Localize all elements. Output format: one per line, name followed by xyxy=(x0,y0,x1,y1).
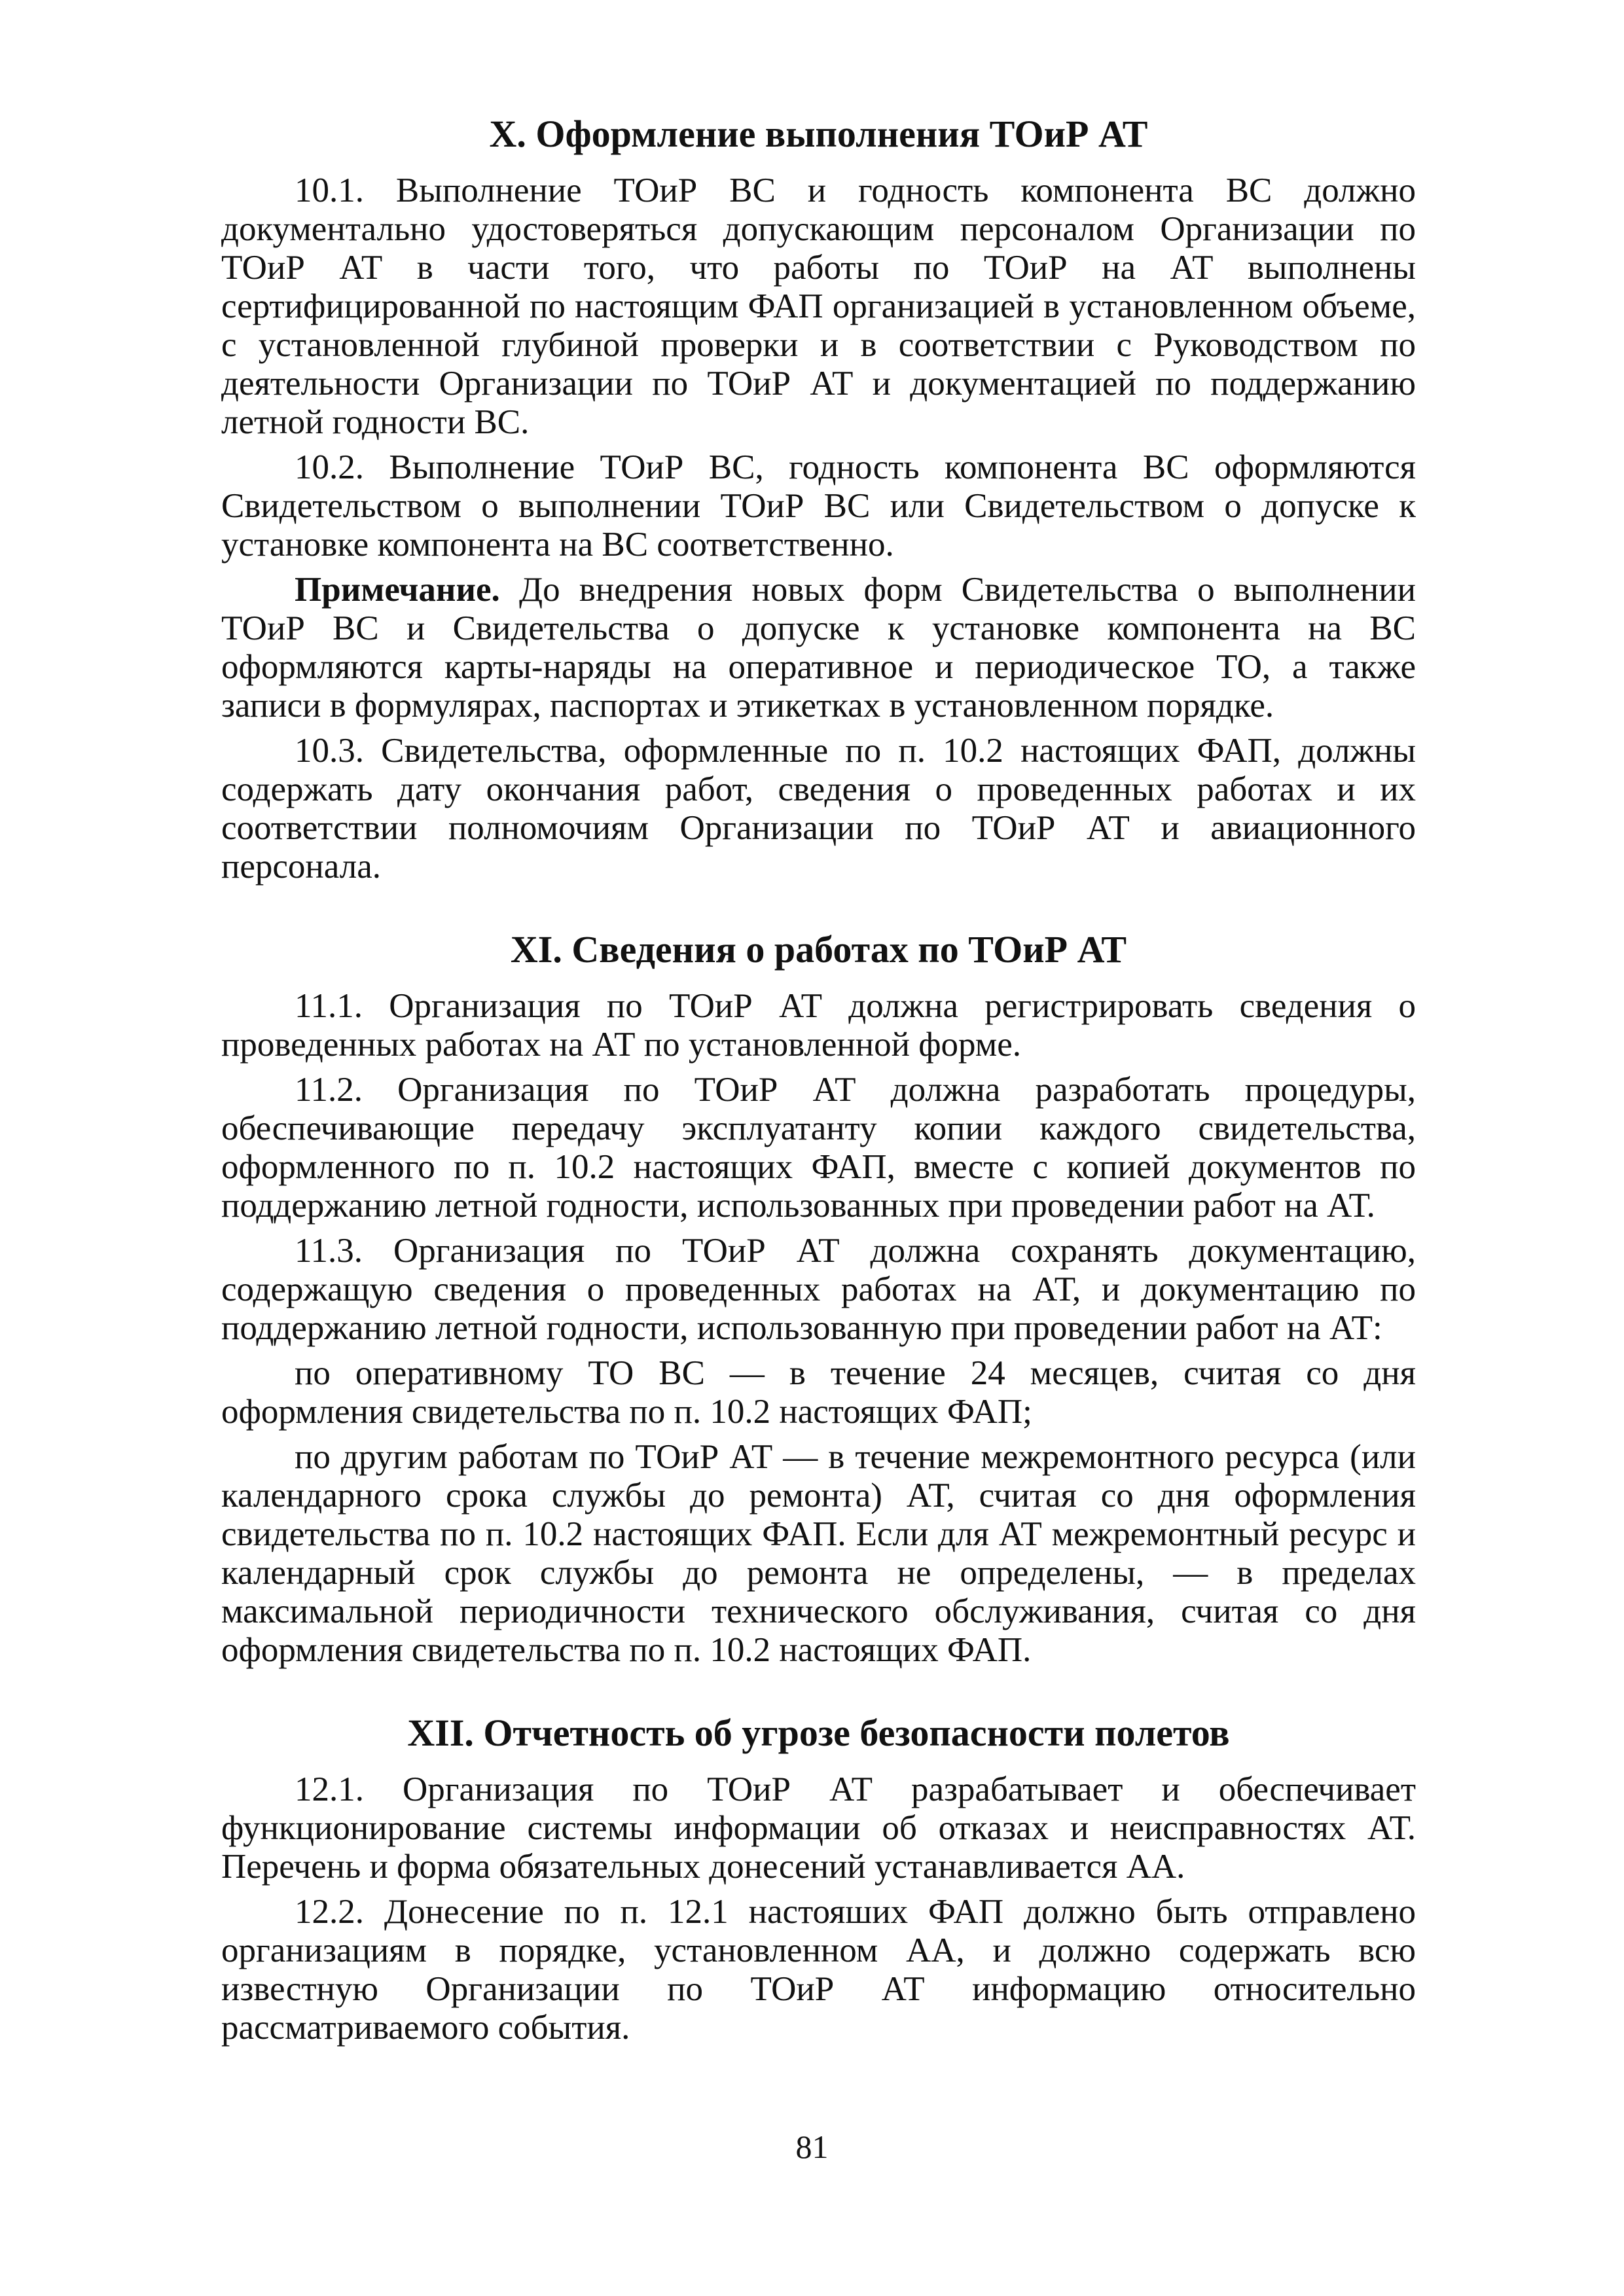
section-title: X. Оформление выполнения ТОиР АТ xyxy=(489,113,1148,155)
note-text: До внедрения новых форм Свидетельства о выполнении ТОиР ВС и Свидетельства о допуске к установке компонента на ВС оформляются карты-наряды на оперативное и периодическое ТО, а также записи в формулярах, паспортах и этикетках в установленном порядке. xyxy=(221,571,1416,725)
section-xii xyxy=(221,1710,1416,2047)
paragraph-10-3: 10.3. Свидетельства, оформленные по п. 10.2 настоящих ФАП, должны содержать дату окончания работ, сведения о проведенных работах и их соответствии полномочиям Организации по ТОиР АТ и авиационного персонала. xyxy=(221,732,1416,886)
section-xi xyxy=(221,927,1416,1670)
list-item-other-works: по другим работам по ТОиР АТ — в течение межремонтного ресурса (или календарного срока службы до ремонта) АТ, считая со дня оформления свидетельства по п. 10.2 настоящих ФАП. Если для АТ межремонтный ресурс и календарный срок службы до ремонта не определены, — в пределах максимальной периодичности технического обслуживания, считая со дня оформления свидетельства по п. 10.2 настоящих ФАП. xyxy=(221,1438,1416,1669)
section-title: XII. Отчетность об угрозе безопасности полетов xyxy=(407,1712,1230,1754)
paragraph-11-1: 11.1. Организация по ТОиР АТ должна регистрировать сведения о проведенных работах на АТ по установленной форме. xyxy=(221,987,1416,1064)
paragraph-12-1: 12.1. Организация по ТОиР АТ разрабатывает и обеспечивает функционирование системы информации об отказах и неисправностях АТ. Перечень и форма обязательных донесений устанавливается АА. xyxy=(221,1770,1416,1886)
list-item-operative: по оперативному ТО ВС — в течение 24 месяцев, считая со дня оформления свидетельства по п. 10.2 настоящих ФАП; xyxy=(221,1354,1416,1431)
document-page xyxy=(221,111,1416,2054)
paragraph-10-1: 10.1. Выполнение ТОиР ВС и годность компонента ВС должно документально удостоверяться допускающим персоналом Организации по ТОиР АТ в части того, что работы по ТОиР на АТ выполнены сертифицированной по настоящим ФАП организацией в установленном объеме, с установленной глубиной проверки и в соответствии с Руководством по деятельности Организации по ТОиР АТ и документацией по поддержанию летной годности ВС. xyxy=(221,171,1416,441)
note-label: Примечание. xyxy=(295,571,500,609)
page-number: 81 xyxy=(795,2128,829,2165)
paragraph-11-2: 11.2. Организация по ТОиР АТ должна разработать процедуры, обеспечивающие передачу эксплуатанту копии каждого свидетельства, оформленного по п. 10.2 настоящих ФАП, вместе с копией документов по поддержанию летной годности, использованных при проведении работ на АТ. xyxy=(221,1071,1416,1225)
note-paragraph xyxy=(221,571,1416,725)
section-x xyxy=(221,111,1416,886)
paragraph-10-2: 10.2. Выполнение ТОиР ВС, годность компонента ВС оформляются Свидетельством о выполнении ТОиР ВС или Свидетельством о допуске к установке компонента на ВС соответственно. xyxy=(221,448,1416,564)
paragraph-12-2: 12.2. Донесение по п. 12.1 настояших ФАП должно быть отправлено организациям в порядке, установленном АА, и должно содержать всю известную Организации по ТОиР АТ информацию относительно рассматриваемого события. xyxy=(221,1893,1416,2047)
section-title: XI. Сведения о работах по ТОиР АТ xyxy=(510,928,1127,971)
paragraph-11-3: 11.3. Организация по ТОиР АТ должна сохранять документацию, содержащую сведения о проведенных работах на АТ, и документацию по поддержанию летной годности, использованную при проведении работ на АТ: xyxy=(221,1232,1416,1347)
